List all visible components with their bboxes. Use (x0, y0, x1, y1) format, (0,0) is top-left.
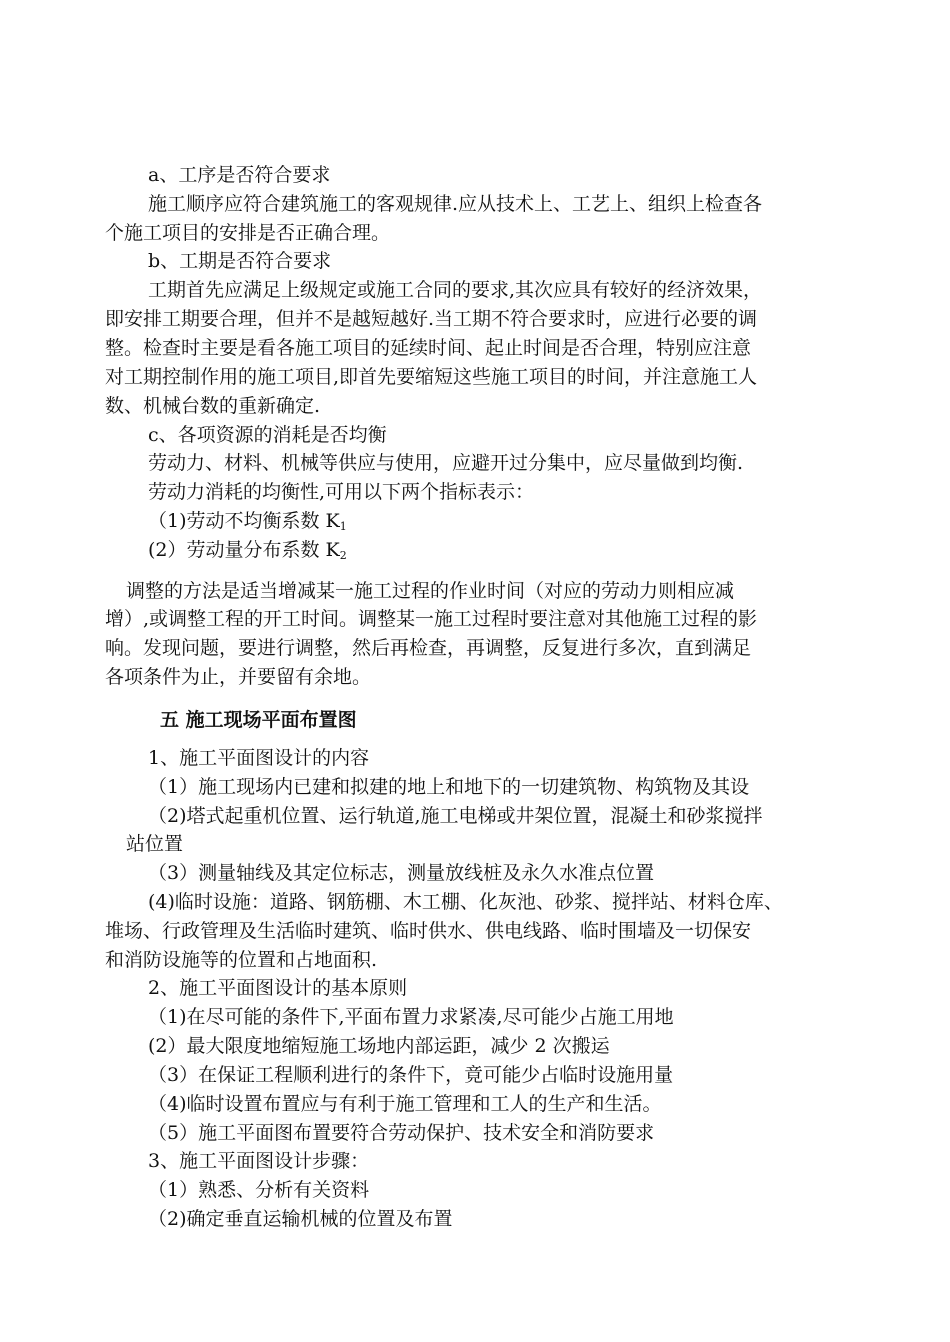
list-item: （5）施工平面图布置要符合劳动保护、技术安全和消防要求 (148, 1122, 655, 1144)
paragraph-line: 个施工项目的安排是否正确合理。 (105, 222, 391, 244)
list-item: （2)确定垂直运输机械的位置及布置 (148, 1208, 453, 1230)
indicator-k2 (148, 538, 347, 562)
paragraph-line: 数、机械台数的重新确定. (105, 395, 321, 417)
list-item: （2)塔式起重机位置、运行轨道,施工电梯或井架位置，混凝土和砂浆搅拌 (148, 805, 763, 827)
list-item: （4)临时设置布置应与有利于施工管理和工人的生产和生活。 (148, 1093, 662, 1115)
indicator-k1-label: （1)劳动不均衡系数 K (148, 510, 340, 532)
section-heading: 五 施工现场平面布置图 (160, 709, 357, 731)
indicator-k2-subscript: 2 (339, 549, 347, 562)
paragraph-line: 调整的方法是适当增减某一施工过程的作业时间（对应的劳动力则相应减 (126, 580, 735, 602)
list-item-continuation: 站位置 (126, 833, 184, 855)
indicator-k1-subscript: 1 (339, 520, 347, 533)
subsection-heading: 2、施工平面图设计的基本原则 (148, 977, 408, 999)
paragraph-line: 劳动力、材料、机械等供应与使用，应避开过分集中，应尽量做到均衡. (148, 452, 744, 474)
paragraph-line: 工期首先应满足上级规定或施工合同的要求,其次应具有较好的经济效果， (148, 279, 763, 301)
item-b-heading: b、工期是否符合要求 (148, 250, 332, 272)
paragraph-line: 响。发现问题，要进行调整，然后再检查，再调整，反复进行多次，直到满足 (105, 637, 752, 659)
subsection-heading: 3、施工平面图设计步骤： (148, 1150, 370, 1172)
list-item: (4)临时设施：道路、钢筋棚、木工棚、化灰池、砂浆、搅拌站、材料仓库、 (148, 891, 783, 913)
item-a-heading: a、工序是否符合要求 (148, 164, 331, 186)
list-item: （1）施工现场内已建和拟建的地上和地下的一切建筑物、构筑物及其设 (148, 776, 750, 798)
subsection-heading: 1、施工平面图设计的内容 (148, 747, 370, 769)
list-item: (2）最大限度地缩短施工场地内部运距，减少 2 次搬运 (148, 1035, 610, 1057)
paragraph-line: 施工顺序应符合建筑施工的客观规律.应从技术上、工艺上、组织上检查各 (148, 193, 763, 215)
list-item-continuation: 和消防设施等的位置和占地面积. (105, 949, 378, 971)
item-c-heading: c、各项资源的消耗是否均衡 (148, 424, 387, 446)
list-item: （3）测量轴线及其定位标志，测量放线桩及永久水准点位置 (148, 862, 655, 884)
indicator-k2-label: (2）劳动量分布系数 K (148, 539, 340, 561)
paragraph-line: 劳动力消耗的均衡性,可用以下两个指标表示： (148, 481, 535, 503)
paragraph-line: 对工期控制作用的施工项目,即首先要缩短这些施工项目的时间，并注意施工人 (105, 366, 758, 388)
list-item: （1)在尽可能的条件下,平面布置力求紧凑,尽可能少占施工用地 (148, 1006, 674, 1028)
paragraph-line: 整。检查时主要是看各施工项目的延续时间、起止时间是否合理，特别应注意 (105, 337, 752, 359)
paragraph-line: 即安排工期要合理，但并不是越短越好.当工期不符合要求时，应进行必要的调 (105, 308, 758, 330)
list-item: （1）熟悉、分析有关资料 (148, 1179, 370, 1201)
list-item-continuation: 堆场、行政管理及生活临时建筑、临时供水、供电线路、临时围墙及一切保安 (105, 920, 752, 942)
indicator-k1 (148, 509, 347, 533)
list-item: （3）在保证工程顺利进行的条件下，竟可能少占临时设施用量 (148, 1064, 674, 1086)
paragraph-line: 增）,或调整工程的开工时间。调整某一施工过程时要注意对其他施工过程的影 (105, 608, 758, 630)
paragraph-line: 各项条件为止，并要留有余地。 (105, 666, 372, 688)
